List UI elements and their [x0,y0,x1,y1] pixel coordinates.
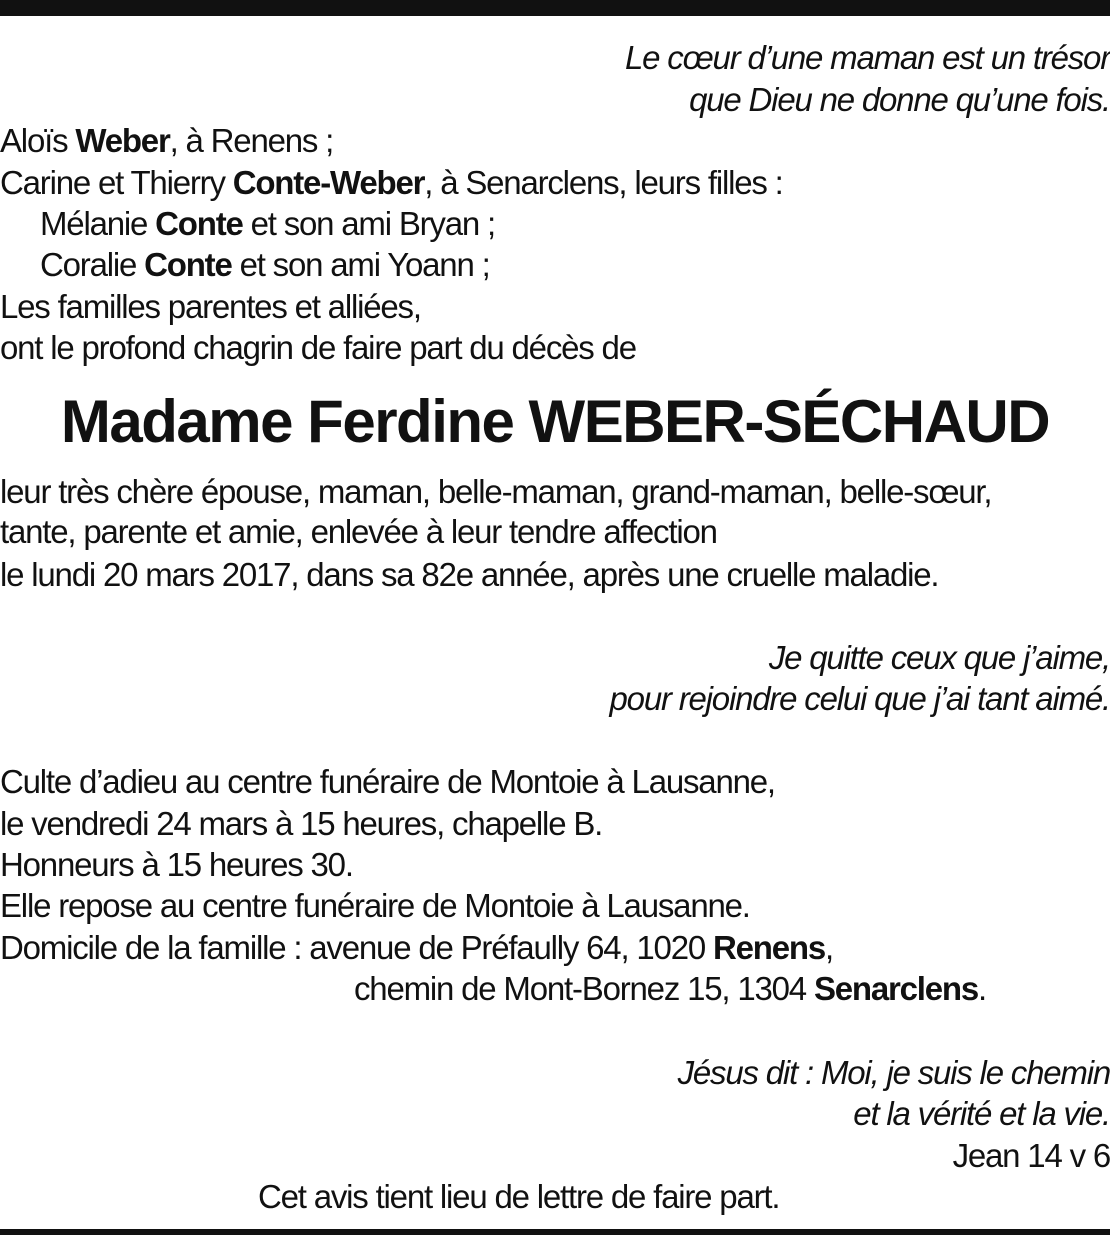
families-line: Les familles parentes et alliées, [0,288,421,325]
domicile-city2: Senarclens [813,970,979,1007]
domicile-line1 [0,928,1110,968]
ceremony-line1: Culte d’adieu au centre funéraire de Montoie à Lausanne, [0,763,775,800]
domicile-sep1: , [825,929,833,966]
bottom-rule [0,1229,1110,1235]
family-member-1-given: Aloïs [0,122,76,159]
domicile-address1: Domicile de la famille : avenue de Préfaully 64, 1020 [0,929,713,966]
footer-note: Cet avis tient lieu de lettre de faire part. [258,1178,780,1215]
ceremony-line3: Honneurs à 15 heures 30. [0,846,353,883]
epigraph-reference: Jean 14 v 6 [952,1137,1110,1174]
ceremony-line4: Elle repose au centre funéraire de Montoie à Lausanne. [0,887,750,924]
deceased-name: Madame Ferdine WEBER-SÉCHAUD [60,388,1050,455]
epigraph-middle-line2: pour rejoindre celui que j’ai tant aimé. [609,680,1110,717]
family-member-2 [0,163,1110,203]
announce-line: ont le profond chagrin de faire part du décès de [0,329,636,366]
family-member-3-given: Mélanie [40,205,156,242]
family-member-1-detail: , à Renens ; [169,122,334,159]
domicile-line2 [354,969,1110,1009]
top-rule [0,0,1110,16]
description-line1: leur très chère épouse, maman, belle-maman, grand-maman, belle-sœur, [0,473,992,510]
epigraph-top-line1: Le cœur d’une maman est un trésor [625,39,1110,76]
epigraph-middle-line1: Je quitte ceux que j’aime, [768,639,1110,676]
family-member-4-given: Coralie [40,246,145,283]
family-member-2-given: Carine et Thierry [0,164,233,201]
family-member-3-detail: et son ami Bryan ; [242,205,495,242]
family-member-4-detail: et son ami Yoann ; [231,246,490,283]
family-member-3-surname: Conte [155,205,243,242]
family-member-1 [0,121,1110,161]
family-member-3 [0,204,1110,244]
ceremony-line2: le vendredi 24 mars à 15 heures, chapelle B. [0,805,603,842]
family-member-4 [0,245,1110,285]
description-line3: le lundi 20 mars 2017, dans sa 82e année, après une cruelle maladie. [0,556,939,593]
family-member-2-surname: Conte-Weber [232,164,425,201]
domicile-address2: chemin de Mont-Bornez 15, 1304 [354,970,814,1007]
epigraph-bottom-line2: et la vérité et la vie. [853,1095,1110,1132]
family-member-4-surname: Conte [144,246,232,283]
family-member-2-detail: , à Senarclens, leurs filles : [424,164,783,201]
epigraph-bottom-line1: Jésus dit : Moi, je suis le chemin [677,1054,1110,1091]
domicile-sep2: . [978,970,987,1007]
epigraph-top-line2: que Dieu ne donne qu’une fois. [689,81,1110,118]
domicile-city1: Renens [712,929,825,966]
family-member-1-surname: Weber [75,122,170,159]
description-line2: tante, parente et amie, enlevée à leur tendre affection [0,513,717,550]
